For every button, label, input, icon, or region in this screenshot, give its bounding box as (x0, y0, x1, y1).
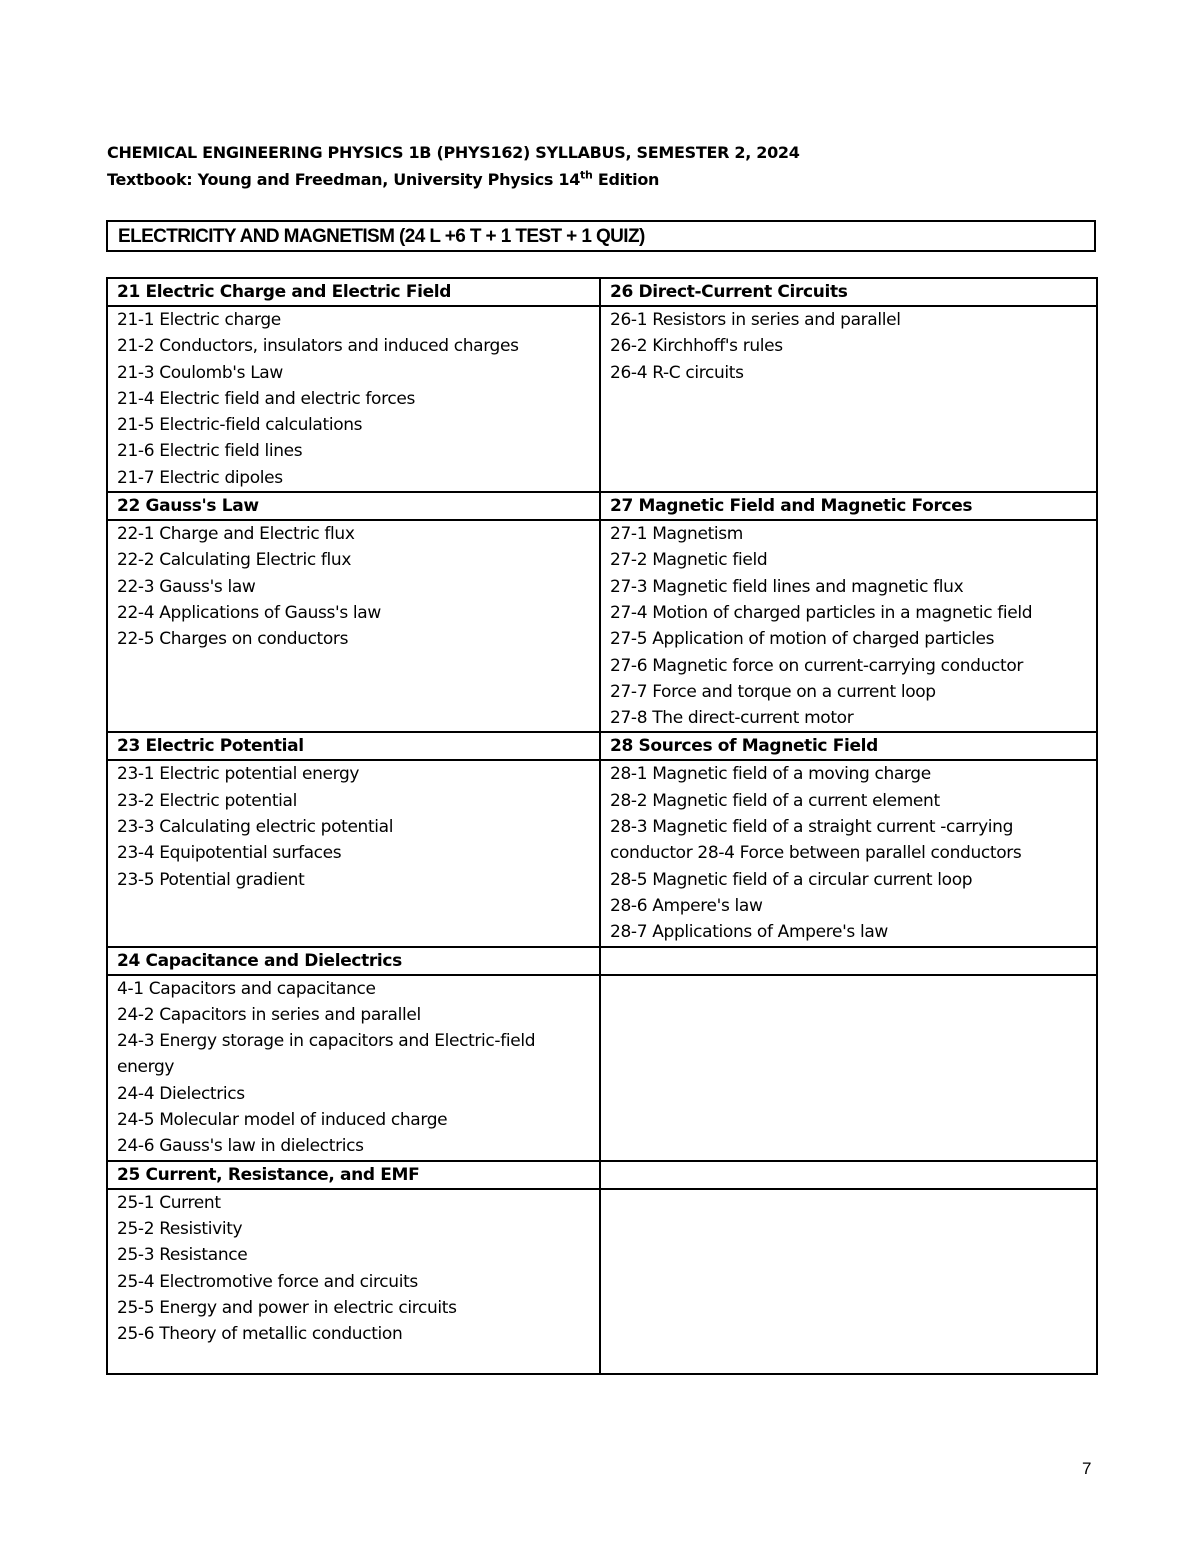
chapter-topics (107, 975, 600, 1161)
topic-item: 26-1 Resistors in series and parallel (610, 310, 901, 330)
topic-item: 24-2 Capacitors in series and parallel (117, 1004, 421, 1025)
topic-item: 4-1 Capacitors and capacitance (117, 978, 376, 999)
topic-item: 28-7 Applications of Ampere's law (610, 922, 888, 943)
topic-item: 23-2 Electric potential (117, 790, 297, 811)
chapter-topics-empty (600, 975, 1097, 1161)
topic-item: 22-4 Applications of Gauss's law (117, 602, 381, 623)
topic-item: 23-4 Equipotential surfaces (117, 843, 342, 864)
chapter-heading-row (107, 732, 1097, 760)
topic-item: 21-7 Electric dipoles (117, 467, 283, 488)
edition-superscript: th (580, 168, 593, 182)
topic-item: 27-7 Force and torque on a current loop (610, 681, 936, 702)
syllabus-table (106, 277, 1098, 1375)
chapter-heading-row (107, 278, 1097, 306)
textbook-line (107, 170, 659, 189)
chapter-topics-row (107, 520, 1097, 732)
topic-item: 27-4 Motion of charged particles in a magnetic field (610, 602, 1033, 623)
topic-item: 23-1 Electric potential energy (117, 764, 360, 785)
chapter-topics (600, 306, 1097, 492)
topic-item: 21-6 Electric field lines (117, 441, 303, 462)
topic-item: 24-4 Dielectrics (117, 1083, 245, 1104)
chapter-heading: 24 Capacitance and Dielectrics (107, 947, 600, 975)
section-heading: ELECTRICITY AND MAGNETISM (24 L +6 T + 1 TEST + 1 QUIZ) (118, 226, 645, 247)
topic-item: 21-5 Electric-field calculations (117, 415, 363, 436)
document-title: CHEMICAL ENGINEERING PHYSICS 1B (PHYS162) SYLLABUS, SEMESTER 2, 2024 (107, 143, 800, 162)
chapter-topics-row (107, 975, 1097, 1161)
topic-item: 24-3 Energy storage in capacitors and Electric-field energy (117, 1031, 536, 1078)
chapter-heading: 28 Sources of Magnetic Field (600, 732, 1097, 760)
topic-item: 25-3 Resistance (117, 1245, 248, 1266)
textbook-edition-suffix: Edition (592, 170, 660, 189)
textbook-text: Textbook: Young and Freedman, University Physics 14 (107, 170, 581, 189)
chapter-heading-row (107, 947, 1097, 975)
page-number: 7 (1082, 1459, 1092, 1478)
topic-item: 28-1 Magnetic field of a moving charge (610, 764, 931, 785)
topic-item: 27-6 Magnetic force on current-carrying conductor (610, 655, 1024, 676)
chapter-topics (107, 1189, 600, 1374)
topic-item: 22-5 Charges on conductors (117, 629, 349, 650)
topic-item: 25-1 Current (117, 1192, 221, 1213)
chapter-topics (107, 520, 600, 732)
chapter-topics-empty (600, 1189, 1097, 1374)
topic-item: 23-5 Potential gradient (117, 869, 305, 890)
topic-item: 22-2 Calculating Electric flux (117, 550, 352, 571)
topic-item: 27-1 Magnetism (610, 524, 744, 545)
chapter-topics (107, 760, 600, 946)
section-heading-box (106, 220, 1096, 252)
topic-item: 21-2 Conductors, insulators and induced charges (117, 336, 519, 357)
topic-item: 27-5 Application of motion of charged particles (610, 629, 995, 650)
chapter-heading: 27 Magnetic Field and Magnetic Forces (600, 492, 1097, 520)
chapter-heading-empty (600, 1161, 1097, 1189)
chapter-heading-empty (600, 947, 1097, 975)
chapter-heading-row (107, 492, 1097, 520)
chapter-heading-row (107, 1161, 1097, 1189)
chapter-topics (600, 760, 1097, 946)
topic-item: 27-3 Magnetic field lines and magnetic flux (610, 576, 964, 597)
chapter-topics (107, 306, 600, 492)
chapter-heading: 26 Direct-Current Circuits (600, 278, 1097, 306)
chapter-heading: 21 Electric Charge and Electric Field (107, 278, 600, 306)
chapter-topics (600, 520, 1097, 732)
topic-item: 24-5 Molecular model of induced charge (117, 1110, 448, 1131)
chapter-topics-row (107, 1189, 1097, 1374)
topic-item: 26-4 R-C circuits (610, 362, 744, 383)
topic-item: 25-2 Resistivity (117, 1218, 243, 1239)
topic-item: 28-6 Ampere's law (610, 895, 763, 916)
topic-item: conductor 28-4 Force between parallel conductors (610, 843, 1022, 864)
topic-item: 27-8 The direct-current motor (610, 708, 854, 729)
topic-item: 22-1 Charge and Electric flux (117, 524, 355, 545)
topic-item: 23-3 Calculating electric potential (117, 817, 394, 838)
chapter-heading: 25 Current, Resistance, and EMF (107, 1161, 600, 1189)
topic-item: 28-3 Magnetic field of a straight current -carrying (610, 817, 1014, 838)
chapter-heading: 22 Gauss's Law (107, 492, 600, 520)
topic-item: 27-2 Magnetic field (610, 550, 768, 571)
topic-item: 21-1 Electric charge (117, 310, 281, 330)
topic-item: 21-3 Coulomb's Law (117, 362, 283, 383)
topic-item: 24-6 Gauss's law in dielectrics (117, 1136, 364, 1157)
topic-item: 25-4 Electromotive force and circuits (117, 1271, 418, 1292)
topic-item: 25-6 Theory of metallic conduction (117, 1324, 403, 1345)
topic-item: 25-5 Energy and power in electric circuits (117, 1297, 457, 1318)
chapter-topics-row (107, 760, 1097, 946)
chapter-heading: 23 Electric Potential (107, 732, 600, 760)
topic-item: 26-2 Kirchhoff's rules (610, 336, 783, 357)
chapter-topics-row (107, 306, 1097, 492)
topic-item: 22-3 Gauss's law (117, 576, 256, 597)
topic-item: 28-5 Magnetic field of a circular current loop (610, 869, 973, 890)
topic-item: 21-4 Electric field and electric forces (117, 388, 415, 409)
topic-item: 28-2 Magnetic field of a current element (610, 790, 940, 811)
